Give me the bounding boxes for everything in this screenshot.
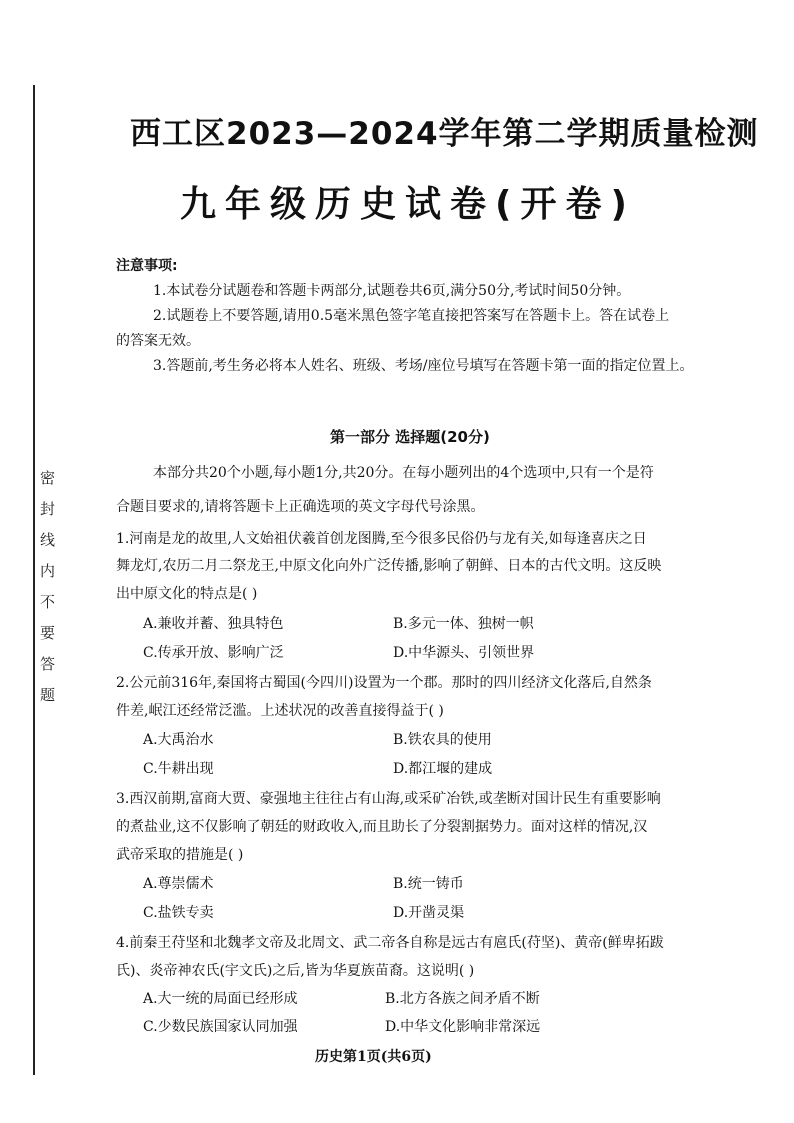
- page-footer: 历史第1页(共6页): [315, 1049, 432, 1065]
- notice-item: 2.试题卷上不要答题,请用0.5毫米黑色签字笔直接把答案写在答题卡上。答在试卷上: [153, 308, 670, 324]
- question-stem: 件差,岷江还经常泛滥。上述状况的改善直接得益于( ): [116, 703, 444, 719]
- section-title: 第一部分 选择题(20分): [330, 428, 490, 446]
- option-b: B.铁农具的使用: [393, 732, 492, 748]
- option-d: D.开凿灵渠: [393, 905, 465, 921]
- option-a: A.大禹治水: [143, 732, 214, 748]
- question-stem: 氏)、炎帝神农氏(宇文氏)之后,皆为华夏族苗裔。这说明( ): [116, 963, 475, 979]
- option-a: A.兼收并蓄、独具特色: [143, 616, 284, 632]
- option-b: B.统一铸币: [393, 876, 464, 892]
- question-stem: 2.公元前316年,秦国将古蜀国(今四川)设置为一个郡。那时的四川经济文化落后,自然条: [116, 675, 652, 691]
- exam-title: 西工区2023—2024学年第二学期质量检测: [130, 116, 759, 152]
- question-stem: 出中原文化的特点是( ): [116, 586, 258, 602]
- seal-line: [33, 85, 35, 1075]
- question-stem: 武帝采取的措施是( ): [116, 847, 244, 863]
- notice-item: 的答案无效。: [116, 333, 200, 349]
- option-c: C.牛耕出现: [143, 761, 214, 777]
- option-d: D.中华文化影响非常深远: [385, 1019, 541, 1035]
- option-d: D.中华源头、引领世界: [393, 645, 535, 661]
- option-c: C.少数民族国家认同加强: [143, 1019, 298, 1035]
- notice-item: 3.答题前,考生务必将本人姓名、班级、考场/座位号填写在答题卡第一面的指定位置上。: [153, 358, 694, 374]
- option-a: A.尊崇儒术: [143, 876, 214, 892]
- option-a: A.大一统的局面已经形成: [143, 991, 298, 1007]
- option-c: C.传承开放、影响广泛: [143, 645, 284, 661]
- option-c: C.盐铁专卖: [143, 905, 214, 921]
- notice-heading: 注意事项:: [116, 258, 178, 274]
- question-stem: 舞龙灯,农历二月二祭龙王,中原文化向外广泛传播,影响了朝鲜、日本的古代文明。这反映: [116, 558, 662, 574]
- question-stem: 1.河南是龙的故里,人文始祖伏羲首创龙图腾,至今很多民俗仍与龙有关,如每逢喜庆之日: [116, 531, 647, 547]
- notice-item: 1.本试卷分试题卷和答题卡两部分,试题卷共6页,满分50分,考试时间50分钟。: [153, 283, 631, 299]
- exam-subtitle: 九年级历史试卷(开卷): [180, 184, 636, 225]
- section-intro: 本部分共20个小题,每小题1分,共20分。在每小题列出的4个选项中,只有一个是符: [153, 465, 654, 481]
- question-stem: 3.西汉前期,富商大贾、豪强地主往往占有山海,或采矿冶铁,或垄断对国计民生有重要影响: [116, 791, 661, 807]
- option-b: B.多元一体、独树一帜: [393, 616, 534, 632]
- question-stem: 的煮盐业,这不仅影响了朝廷的财政收入,而且助长了分裂割据势力。面对这样的情况,汉: [116, 819, 648, 835]
- option-d: D.都江堰的建成: [393, 761, 493, 777]
- seal-notice: 密封线内不要答题: [38, 470, 56, 718]
- option-b: B.北方各族之间矛盾不断: [385, 991, 540, 1007]
- section-intro: 合题目要求的,请将答题卡上正确选项的英文字母代号涂黑。: [116, 499, 485, 515]
- question-stem: 4.前秦王苻坚和北魏孝文帝及北周文、武二帝各自称是远古有扈氏(苻坚)、黄帝(鲜卑拓跋: [116, 935, 664, 951]
